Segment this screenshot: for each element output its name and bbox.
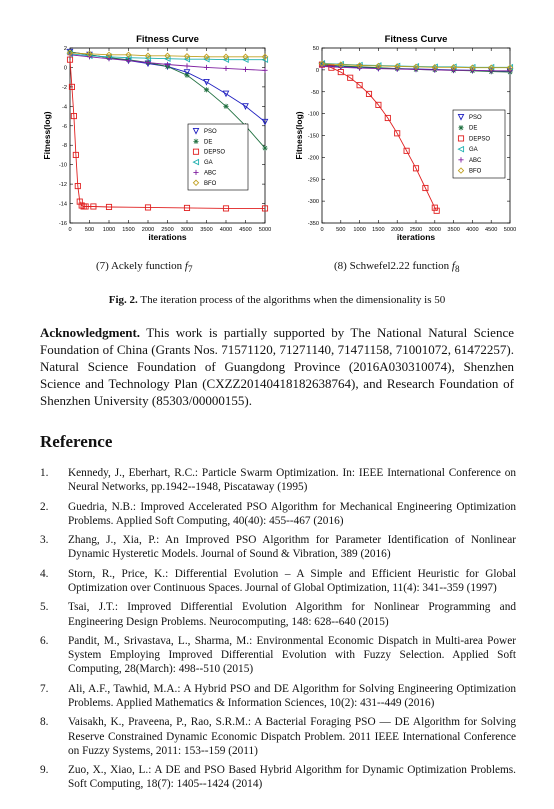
- reference-number: 2.: [40, 500, 49, 513]
- legend-label-ga: GA: [469, 147, 478, 154]
- x-tick-label: 1500: [122, 227, 135, 233]
- legend-box: [188, 124, 248, 190]
- x-tick-label: 2500: [161, 227, 174, 233]
- x-tick-label: 0: [68, 227, 72, 233]
- subcaption-text: (8) Schwefel2.22 function: [334, 260, 452, 272]
- x-axis-label: iterations: [148, 232, 187, 242]
- legend-label-pso: PSO: [469, 115, 482, 121]
- x-tick-label: 3000: [180, 227, 194, 233]
- y-tick-label: -350: [307, 221, 319, 227]
- y-tick-label: -100: [307, 111, 319, 118]
- reference-text: Storn, R., Price, K.: Differential Evolution – A Simple and Efficient Heuristic for Global Optimization over Continuous Spaces. Journal of Global Optimization, 11(4): 341--359 (1997): [68, 567, 516, 594]
- subcaption-subscript: 7: [187, 264, 193, 275]
- y-tick-label: -4: [62, 104, 67, 111]
- y-tick-label: 0: [315, 67, 319, 74]
- reference-heading: Reference: [40, 432, 113, 451]
- legend-label-pso: PSO: [204, 129, 217, 135]
- x-tick-label: 2000: [141, 227, 155, 233]
- legend-label-de: DE: [469, 125, 478, 132]
- reference-text: Ali, A.F., Tawhid, M.A.: A Hybrid PSO and DE Algorithm for Solving Engineering Optimization Problems. Applied Mathematics & Information Sciences, 10(2): 431--449 (2016): [68, 682, 516, 709]
- reference-item: [40, 500, 516, 528]
- y-tick-label: -50: [310, 89, 319, 96]
- reference-list: [40, 466, 516, 797]
- reference-text: Pandit, M., Srivastava, L., Sharma, M.: Environmental Economic Dispatch in Multi-area Power System Employing Improved Differential Evolution with Fuzzy Selection. Applied Soft Computing, 28(March): 498--510 (2015): [68, 634, 516, 676]
- reference-item: [40, 567, 516, 595]
- y-tick-label: -150: [307, 133, 319, 140]
- x-tick-label: 5000: [503, 227, 517, 233]
- reference-text: Vaisakh, K., Praveena, P., Rao, S.R.M.: A Bacterial Foraging PSO — DE Algorithm for Solving Reserve Constrained Dynamic Economic Dispatch Problem. 2011 IEEE International Conference on Fuzzy Systems, 2011: 153--159 (2011): [68, 716, 516, 757]
- y-tick-label: -300: [307, 199, 319, 206]
- x-tick-label: 1500: [372, 227, 385, 233]
- y-tick-label: -8: [62, 143, 67, 150]
- x-tick-label: 3500: [200, 227, 213, 233]
- legend-label-abc: ABC: [204, 170, 217, 177]
- reference-text: Kennedy, J., Eberhart, R.C.: Particle Swarm Optimization. In: IEEE International Conference on Neural Networks, pp.1942--1948, Piscataway (1995): [68, 467, 516, 494]
- x-tick-label: 500: [336, 227, 346, 233]
- y-tick-label: -2: [62, 84, 67, 91]
- x-tick-label: 1000: [353, 227, 366, 233]
- data-point-de: [184, 73, 189, 78]
- figure-caption-label: Fig. 2.: [108, 294, 138, 306]
- legend-marker-de: [458, 125, 463, 130]
- acknowledgment-paragraph: [40, 324, 514, 409]
- legend-label-bfo: BFO: [469, 168, 482, 175]
- reference-number: 1.: [40, 467, 49, 479]
- fitness-curve-chart-schwefel: [288, 30, 520, 246]
- legend-label-depso: DEPSO: [204, 149, 226, 156]
- x-tick-label: 500: [84, 227, 95, 233]
- x-tick-label: 4500: [484, 227, 498, 233]
- data-point-de: [204, 87, 209, 92]
- reference-item: [40, 682, 516, 710]
- reference-number: 9.: [40, 764, 49, 777]
- subcaption-subscript: 8: [454, 264, 460, 275]
- x-tick-label: 1000: [102, 227, 116, 233]
- y-axis-label: Fitness(log): [42, 111, 52, 160]
- x-tick-label: 4000: [466, 227, 479, 233]
- subcaption-ackley: [96, 260, 193, 274]
- y-axis-label: Fitness(log): [294, 111, 304, 160]
- acknowledgment-text: This work is partially supported by The National Natural Science Foundation of China (Grants Nos. 71571120, 71271140, 71471158, 71001072, 61472257). Natural Science Foundation of Guangdong Province (2016A030310074), Shenzhen Science and Technology Plan (CXZZ20140418182638764), and Research Foundation of Shenzhen University (85303/00000155).: [40, 325, 514, 408]
- chart-title: Fitness Curve: [384, 34, 448, 45]
- reference-item: [40, 763, 516, 791]
- reference-number: 8.: [40, 716, 49, 729]
- x-axis-label: iterations: [396, 232, 436, 242]
- reference-item: [40, 715, 516, 758]
- legend-label-abc: ABC: [469, 157, 482, 164]
- y-tick-label: -10: [58, 162, 67, 169]
- chart-title: Fitness Curve: [136, 34, 199, 45]
- legend-label-depso: DEPSO: [469, 136, 491, 143]
- figure-right: [288, 30, 520, 251]
- acknowledgment-label: Acknowledgment.: [40, 325, 141, 340]
- x-tick-label: 4500: [239, 227, 252, 233]
- subcaption-function-symbol: f: [184, 260, 188, 272]
- x-tick-label: 2500: [409, 227, 423, 233]
- reference-number: 5.: [40, 601, 49, 614]
- y-tick-label: 50: [312, 46, 319, 52]
- fitness-curve-chart-ackley: [40, 30, 280, 246]
- reference-number: 4.: [40, 567, 49, 580]
- data-point-de: [223, 104, 228, 109]
- data-point-de: [262, 146, 267, 151]
- legend-marker-de: [193, 139, 198, 144]
- x-tick-label: 0: [320, 227, 324, 233]
- x-tick-label: 3500: [447, 227, 460, 233]
- y-tick-label: 2: [63, 46, 67, 52]
- reference-item: [40, 600, 516, 628]
- y-tick-label: -200: [307, 155, 319, 162]
- reference-item: [40, 466, 516, 494]
- figure-left: [40, 30, 280, 251]
- legend-label-de: DE: [204, 139, 213, 146]
- y-tick-label: -250: [307, 177, 319, 184]
- reference-text: Zhang, J., Xia, P.: An Improved PSO Algorithm for Parameter Identification of Nonlinear Dynamic Hysteretic Models. Journal of Sound & Vibration, 389 (2016): [68, 534, 516, 561]
- subcaption-text: (7) Ackely function: [96, 260, 185, 272]
- y-tick-label: -6: [62, 123, 67, 130]
- reference-item: [40, 634, 516, 677]
- reference-text: Tsai, J.T.: Improved Differential Evolution Algorithm for Nonlinear Programming and Engineering Design Problems. Neurocomputing, 148: 628--640 (2015): [68, 601, 516, 628]
- figure-caption: [0, 294, 554, 306]
- reference-item: [40, 533, 516, 561]
- y-tick-label: -14: [58, 201, 67, 208]
- reference-text: Guedria, N.B.: Improved Accelerated PSO Algorithm for Mechanical Engineering Optimization Problems. Applied Soft Computing, 40(40): 455--467 (2016): [68, 500, 516, 527]
- y-tick-label: 0: [63, 65, 67, 72]
- legend-label-ga: GA: [204, 160, 213, 167]
- x-tick-label: 2000: [390, 227, 404, 233]
- x-tick-label: 3000: [428, 227, 442, 233]
- y-tick-label: -16: [58, 221, 67, 227]
- x-tick-label: 5000: [258, 227, 272, 233]
- y-tick-label: -12: [58, 182, 67, 189]
- figure-caption-text: The iteration process of the algorithms when the dimensionality is 50: [137, 294, 446, 306]
- legend-label-bfo: BFO: [204, 180, 217, 187]
- reference-text: Zuo, X., Xiao, L.: A DE and PSO Based Hybrid Algorithm for Dynamic Optimization Problems. Soft Computing, 18(7): 1405--1424 (2014): [68, 764, 516, 791]
- reference-number: 3.: [40, 534, 49, 547]
- reference-number: 6.: [40, 634, 49, 647]
- subcaption-schwefel: [334, 260, 460, 274]
- reference-number: 7.: [40, 682, 49, 695]
- subcaption-function-symbol: f: [451, 260, 455, 272]
- x-tick-label: 4000: [219, 227, 233, 233]
